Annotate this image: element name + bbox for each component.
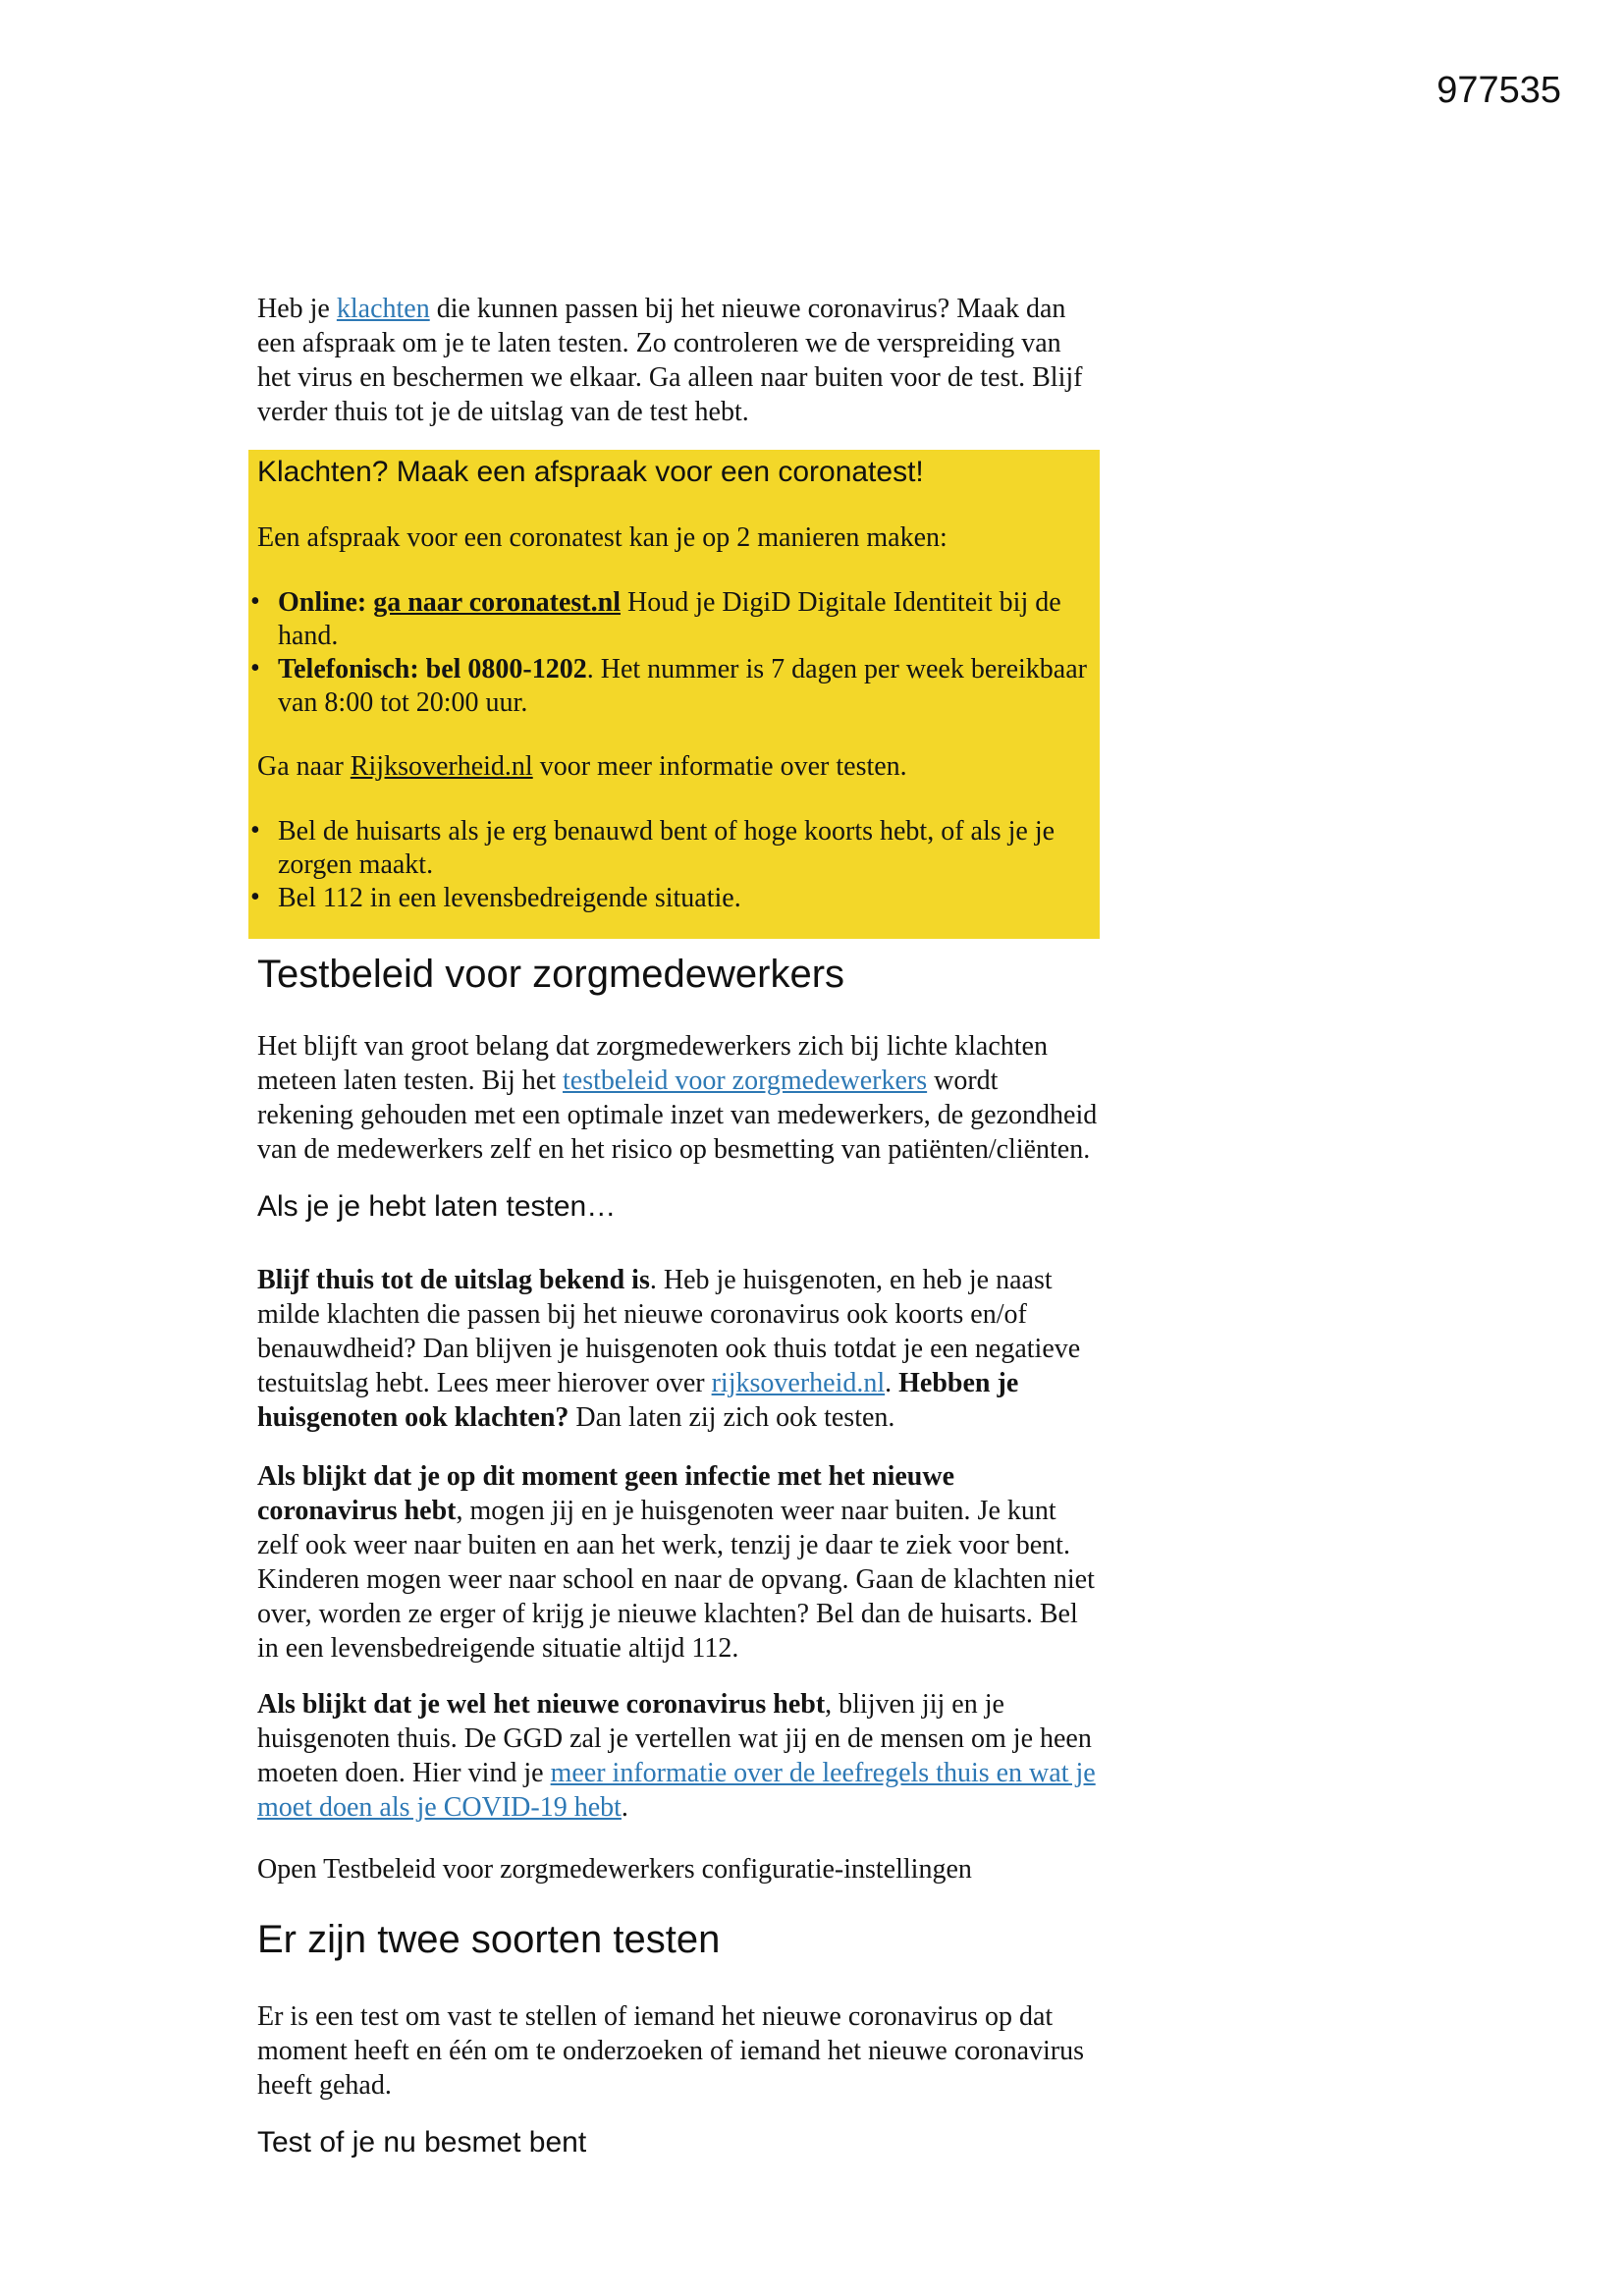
text-segment: . <box>885 1368 899 1398</box>
text-segment: Als blijkt dat je op dit moment geen infectie met het nieuwe coronavirus hebt <box>257 1461 955 1526</box>
heading-twee-soorten: Er zijn twee soorten testen <box>257 1918 721 1961</box>
appointment-options-list <box>257 586 1100 720</box>
text-segment: Telefonisch: bel 0800-1202 <box>278 654 587 684</box>
text-segment: . Heb je huisgenoten, en heb je naast milde klachten die passen bij het nieuwe coronavirus ook koorts en/of benauwdheid? Dan blijven je huisgenoten ook thuis totdat je een negatieve testuitslag hebt. Lees meer hierover over <box>257 1265 1081 1398</box>
document-content <box>257 0 1098 2161</box>
highlight-box-title: Klachten? Maak een afspraak voor een coronatest! <box>257 456 924 488</box>
list-item-112: • Bel 112 in een levensbedreigende situatie. <box>257 882 1100 915</box>
text-segment: . <box>621 1792 628 1823</box>
text-segment: Als blijkt dat je wel het nieuwe coronavirus hebt <box>257 1689 826 1720</box>
list-item-telefonisch <box>257 653 1100 720</box>
rijksoverheid-nl-link[interactable]: rijksoverheid.nl <box>711 1368 886 1398</box>
leefregels-link[interactable]: meer informatie over de leefregels thuis en wat je moet doen als je COVID-19 hebt <box>257 1758 1096 1823</box>
text-segment: voor meer informatie over testen. <box>532 751 907 782</box>
rijksoverheid-info-line <box>257 749 1100 784</box>
coronatest-link[interactable]: ga naar coronatest.nl <box>373 587 621 618</box>
testbeleid-link[interactable]: testbeleid voor zorgmedewerkers <box>563 1066 928 1096</box>
subheading-nu-besmet: Test of je nu besmet bent <box>257 2126 587 2159</box>
rijksoverheid-link[interactable]: Rijksoverheid.nl <box>350 751 533 782</box>
text-segment: Blijf thuis tot de uitslag bekend is <box>257 1265 650 1295</box>
klachten-link[interactable]: klachten <box>336 294 430 324</box>
text-segment: , blijven jij en je huisgenoten thuis. De GGD zal je vertellen wat jij en de mensen om je heen moeten doen. Hier vind je <box>257 1689 1092 1788</box>
emergency-list <box>257 815 1100 915</box>
text-segment: Ga naar <box>257 751 351 782</box>
text-segment: Dan laten zij zich ook testen. <box>568 1402 895 1433</box>
text-segment: Hebben je huisgenoten ook klachten? <box>257 1368 1019 1433</box>
text-segment: wordt rekening gehouden met een optimale inzet van medewerkers, de gezondheid van de medewerkers zelf en het risico op besmetting van patiënten/cliënten. <box>257 1066 1098 1165</box>
highlight-box-intro: Een afspraak voor een coronatest kan je op 2 manieren maken: <box>257 522 947 553</box>
paragraph-testbeleid <box>257 1029 1098 1167</box>
paragraph-blijf-thuis <box>257 1263 1098 1435</box>
text-segment: die kunnen passen bij het nieuwe coronavirus? Maak dan een afspraak om je te laten testen. Zo controleren we de verspreiding van het virus en beschermen we elkaar. Ga alleen naar buiten voor de test. Blijf verder thuis tot je de uitslag van de test hebt. <box>257 294 1083 427</box>
text-segment: Het blijft van groot belang dat zorgmedewerkers zich bij lichte klachten meteen laten testen. Bij het <box>257 1031 1048 1096</box>
text-segment: Online: <box>278 587 374 618</box>
text-segment: Houd je DigiD Digitale Identiteit bij de hand. <box>278 587 1061 651</box>
heading-testbeleid: Testbeleid voor zorgmedewerkers <box>257 953 845 996</box>
intro-paragraph <box>257 292 1098 429</box>
list-item-huisarts: • Bel de huisarts als je erg benauwd bent of hoge koorts hebt, of als je je zorgen maakt. <box>257 815 1100 882</box>
text-segment: Heb je <box>257 294 337 324</box>
list-item-online <box>257 586 1100 653</box>
subheading-laten-testen: Als je je hebt laten testen… <box>257 1190 617 1223</box>
page-number: 977535 <box>1436 70 1561 111</box>
text-segment: , mogen jij en je huisgenoten weer naar buiten. Je kunt zelf ook weer naar buiten en aan het werk, tenzij je daar te ziek voor bent. Kinderen mogen weer naar school en naar de opvang. Gaan de klachten niet over, worden ze erger of krijg je nieuwe klachten? Bel dan de huisarts. Bel in een levensbedreigende situatie altijd 112. <box>257 1496 1095 1664</box>
open-settings-line: Open Testbeleid voor zorgmedewerkers configuratie-instellingen <box>257 1854 972 1885</box>
highlight-box <box>248 450 1100 939</box>
paragraph-geen-infectie <box>257 1459 1098 1666</box>
paragraph-wel-coronavirus <box>257 1687 1098 1825</box>
text-segment: . Het nummer is 7 dagen per week bereikbaar van 8:00 tot 20:00 uur. <box>278 654 1087 718</box>
paragraph-twee-soorten: Er is een test om vast te stellen of iemand het nieuwe coronavirus op dat moment heeft en één om te onderzoeken of iemand het nieuwe coronavirus heeft gehad. <box>257 2001 1085 2101</box>
